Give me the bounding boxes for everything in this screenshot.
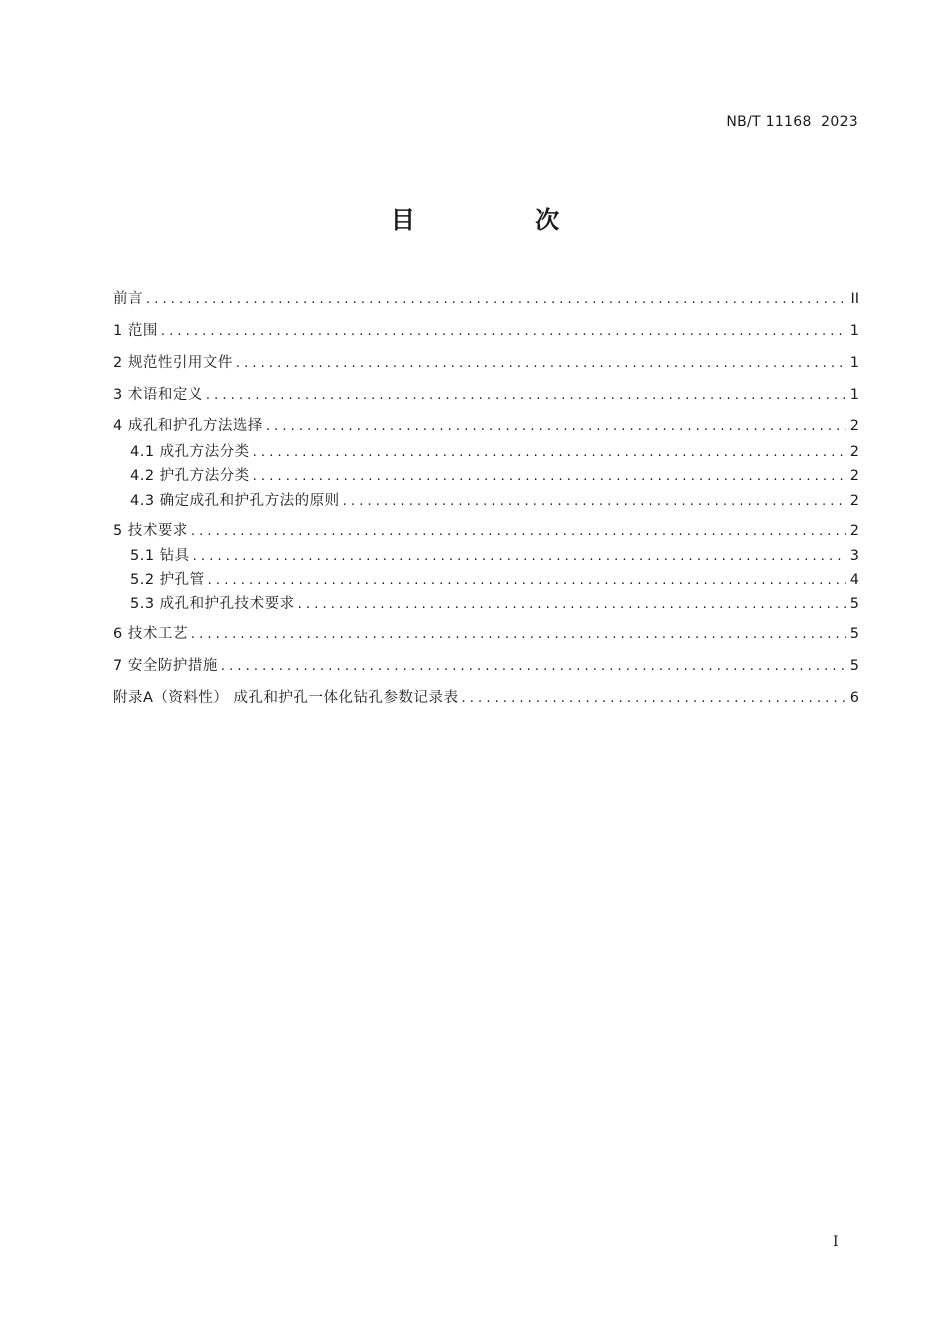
toc-dot-leader [462, 689, 846, 709]
toc-entry-label: 4.3 确定成孔和护孔方法的原则 [130, 493, 340, 509]
toc-entry-page: 4 [849, 572, 859, 588]
toc-entry-page: 5 [849, 626, 859, 642]
toc-dot-leader [193, 547, 846, 567]
toc-entry[interactable] [130, 546, 859, 566]
toc-dot-leader [253, 467, 846, 487]
toc-entry-page: 2 [849, 468, 859, 484]
toc-dot-leader [206, 386, 846, 406]
toc-entry-page: 1 [849, 355, 859, 371]
toc-entry-label: 前言 [113, 291, 143, 307]
toc-entry[interactable] [113, 321, 859, 341]
toc-entry[interactable] [130, 491, 859, 511]
toc-title: 目 次 [390, 206, 616, 234]
toc-entry-page: 1 [849, 323, 859, 339]
toc-entry-label: 5.2 护孔管 [130, 572, 205, 588]
toc-dot-leader [343, 492, 846, 512]
toc-dot-leader [161, 322, 846, 342]
toc-entry-page: 3 [849, 548, 859, 564]
toc-dot-leader [221, 657, 846, 677]
toc-entry[interactable] [113, 624, 859, 644]
toc-dot-leader [298, 595, 846, 615]
toc-entry-label: 2 规范性引用文件 [113, 355, 233, 371]
toc-entry-label: 5.3 成孔和护孔技术要求 [130, 596, 295, 612]
toc-dot-leader [236, 354, 846, 374]
toc-entry-label: 4.2 护孔方法分类 [130, 468, 250, 484]
toc-entry[interactable] [113, 289, 859, 309]
toc-entry-page: 2 [849, 523, 859, 539]
toc-entry-label: 4 成孔和护孔方法选择 [113, 418, 263, 434]
toc-entry-page: 2 [849, 444, 859, 460]
toc-entry[interactable] [130, 442, 859, 462]
page-number: I [833, 1234, 839, 1250]
toc-entry-label: 6 技术工艺 [113, 626, 188, 642]
toc-entry-page: 1 [849, 387, 859, 403]
toc-entry[interactable] [113, 656, 859, 676]
toc-entry-label: 3 术语和定义 [113, 387, 203, 403]
toc-entry-label: 4.1 成孔方法分类 [130, 444, 250, 460]
toc-dot-leader [146, 290, 846, 310]
toc-entry-label: 5 技术要求 [113, 523, 188, 539]
toc-entry-page: 2 [849, 418, 859, 434]
toc-entry-page: 6 [849, 690, 859, 706]
toc-entry-page: 2 [849, 493, 859, 509]
toc-dot-leader [191, 625, 846, 645]
toc-dot-leader [191, 522, 846, 542]
toc-entry-page: 5 [849, 658, 859, 674]
toc-entry[interactable] [113, 521, 859, 541]
toc-entry-label: 7 安全防护措施 [113, 658, 218, 674]
toc-entry-label: 附录A（资料性） 成孔和护孔一体化钻孔参数记录表 [113, 690, 459, 706]
standard-code: NB/T 11168 2023 [726, 114, 858, 130]
toc-entry[interactable] [130, 594, 859, 614]
toc-entry-label: 1 范围 [113, 323, 158, 339]
toc-entry[interactable] [113, 416, 859, 436]
toc-dot-leader [208, 571, 846, 591]
toc-entry-page: II [850, 291, 859, 307]
toc-dot-leader [253, 443, 846, 463]
toc-entry-page: 5 [849, 596, 859, 612]
toc-entry-label: 5.1 钻具 [130, 548, 190, 564]
toc-entry[interactable] [113, 688, 859, 708]
toc-dot-leader [266, 417, 846, 437]
toc-entry[interactable] [130, 570, 859, 590]
toc-entry[interactable] [113, 385, 859, 405]
toc-entry[interactable] [130, 466, 859, 486]
toc-entry[interactable] [113, 353, 859, 373]
